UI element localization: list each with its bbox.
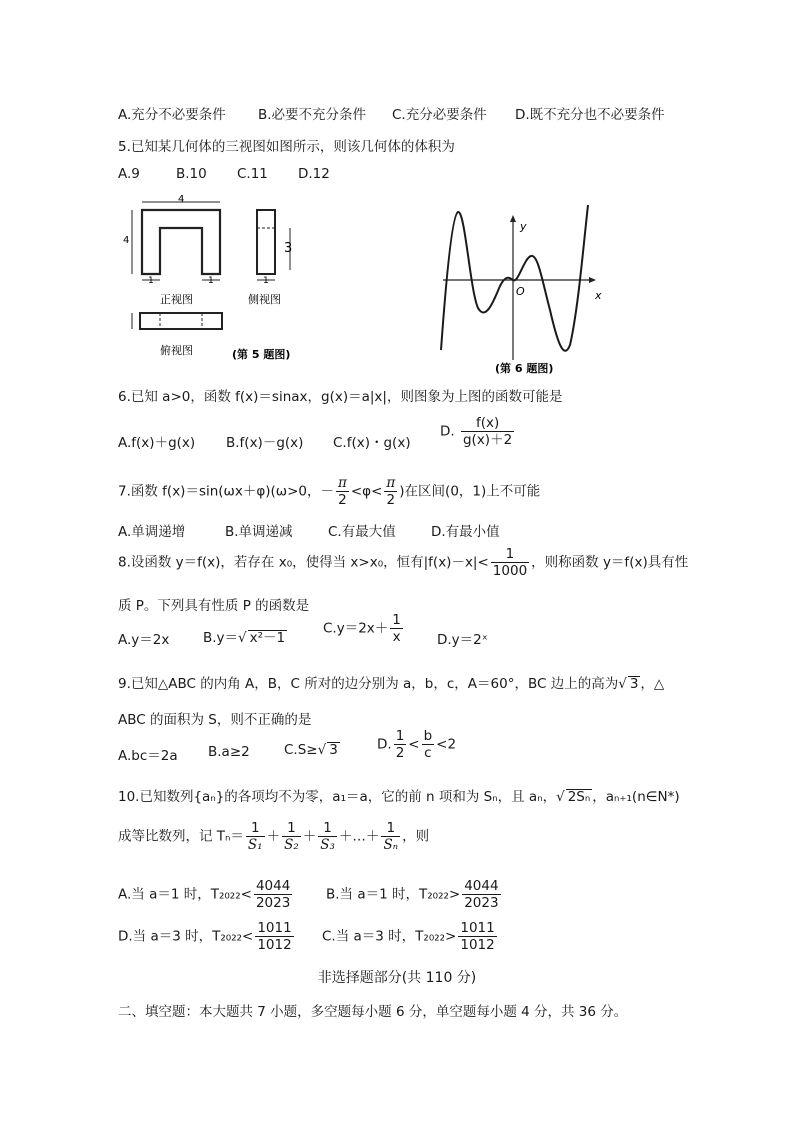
q10-a-fraction — [254, 878, 292, 911]
q8-c-prefix: C.y＝2x＋ — [323, 620, 389, 637]
q8-b-prefix: B.y＝ — [203, 630, 239, 646]
q10-b-den: 2023 — [464, 895, 499, 911]
q8-option-c — [323, 612, 405, 645]
q9-c-radicand: 3 — [329, 742, 338, 758]
q10-d-prefix: D.当 a＝3 时，T₂₀₂₂< — [118, 928, 254, 945]
q4-option-b: B.必要不充分条件 — [258, 107, 367, 123]
dim-label-top: 4 — [178, 194, 185, 205]
q10-option-b — [326, 878, 503, 911]
q7-option-c: C.有最大值 — [328, 524, 396, 540]
q7-mid: <φ< — [350, 483, 383, 500]
q10-term-2 — [282, 820, 301, 853]
q7-option-d: D.有最小值 — [431, 524, 500, 540]
q5-figure-caption: (第 5 题图) — [232, 348, 291, 361]
q7-stem-a: 7.函数 f(x)＝sin(ωx＋φ)(ω>0，－ — [118, 483, 334, 500]
top-view-label: 俯视图 — [160, 344, 193, 357]
q9-stem: 9.已知△ABC 的内角 A，B，C 所对的边分别为 a，b，c，A＝60°，BC 边上的高为√ 3 ，△ — [118, 676, 665, 692]
q6-graph-figure — [438, 200, 618, 380]
q7-frac-1-den: 2 — [338, 492, 347, 508]
q9-d-d1: 2 — [395, 745, 405, 761]
section-title: 非选择题部分(共 110 分) — [317, 970, 477, 986]
q7-frac-2-num: π — [386, 475, 396, 491]
q10-d-fraction — [255, 920, 293, 953]
q7-frac-1 — [336, 475, 349, 508]
q8-c-fraction — [390, 612, 403, 645]
q9-d-tail: <2 — [436, 736, 457, 753]
q6-d-numerator: f(x) — [461, 415, 514, 432]
q9-c-prefix: C.S≥ — [284, 742, 318, 758]
q6-d-prefix: D. — [440, 423, 455, 440]
q8-option-d: D.y＝2ˣ — [437, 632, 488, 648]
q10-dots: ＋…＋ — [338, 828, 380, 845]
function-curve — [441, 205, 588, 351]
q6-stem: 6.已知 a>0，函数 f(x)＝sinax，g(x)＝a|x|，则图象为上图的函数可能是 — [118, 389, 563, 405]
q7-option-b: B.单调递减 — [225, 524, 293, 540]
q10-b-num: 4044 — [464, 878, 499, 894]
top-view-shape — [140, 313, 222, 329]
q7-option-a: A.单调递增 — [118, 524, 186, 540]
dim-label-side-bottom: 1 — [263, 276, 269, 286]
q10-c-den: 1012 — [460, 937, 495, 953]
q8-stem-b: ，则称函数 y＝f(x)具有性 — [531, 554, 689, 571]
q5-stem: 5.已知某几何体的三视图如图所示，则该几何体的体积为 — [118, 139, 455, 155]
q10-d-den: 1012 — [257, 937, 292, 953]
front-view-label: 正视图 — [160, 293, 193, 306]
q9-d-prefix: D. — [377, 736, 392, 753]
q9-d-frac-1 — [394, 728, 407, 761]
q7-frac-2-den: 2 — [386, 492, 396, 508]
y-axis-label: y — [520, 220, 527, 233]
q9-option-d — [377, 728, 456, 761]
q9-d-d2: c — [424, 745, 432, 761]
q10-a-prefix: A.当 a＝1 时，T₂₀₂₂< — [118, 886, 252, 903]
section-part2-heading: 二、填空题：本大题共 7 小题，多空题每小题 6 分，单空题每小题 4 分，共 36 分。 — [118, 1004, 628, 1020]
q10-b-fraction — [462, 878, 500, 911]
q9-option-c: C.S≥√ 3 — [284, 742, 338, 758]
side-view-label: 侧视图 — [248, 293, 281, 306]
q7-frac-1-num: π — [338, 475, 347, 491]
dim-label-side: 3 — [284, 241, 293, 256]
q10-c-num: 1011 — [460, 920, 495, 936]
q8-stem-a: 8.设函数 y＝f(x)，若存在 x₀，使得当 x>x₀，恒有|f(x)－x|< — [118, 554, 489, 571]
q8-stem — [118, 546, 688, 579]
q10-term-1 — [246, 820, 265, 853]
q6-figure-caption: (第 6 题图) — [495, 362, 554, 375]
q6-option-d — [440, 415, 516, 448]
q9-d-frac-2 — [422, 728, 435, 761]
q10-term-3-den: S₃ — [320, 837, 335, 853]
q4-option-d: D.既不充分也不必要条件 — [515, 107, 665, 123]
q10-term-n — [381, 820, 400, 853]
q10-term-3-num: 1 — [318, 820, 337, 837]
q5-option-a: A.9 — [118, 166, 140, 182]
q7-stem-b: )在区间(0，1)上不可能 — [399, 483, 541, 500]
q10-term-n-num: 1 — [381, 820, 400, 837]
q8-frac-den: 1000 — [492, 563, 528, 579]
q10-plus-2: ＋ — [302, 828, 317, 845]
q8-stem-line2: 质 P。下列具有性质 P 的函数是 — [118, 598, 310, 614]
dim-label-bottom-right: 1 — [208, 276, 214, 286]
x-axis-label: x — [595, 289, 602, 302]
q9-d-lt: < — [408, 736, 420, 753]
q10-line2-b: ，则 — [402, 828, 430, 845]
q10-term-2-den: S₂ — [284, 837, 299, 853]
q10-d-num: 1011 — [257, 920, 292, 936]
q6-d-fraction — [461, 415, 514, 448]
dim-label-bottom-left: 1 — [148, 276, 154, 286]
q10-b-prefix: B.当 a＝1 时，T₂₀₂₂> — [326, 886, 461, 903]
y-axis-arrow — [510, 215, 516, 222]
dim-label-left: 4 — [123, 235, 130, 246]
q10-c-fraction — [458, 920, 496, 953]
front-view-shape — [142, 210, 220, 274]
q7-frac-2 — [384, 475, 397, 508]
q8-c-num: 1 — [392, 612, 401, 628]
q10-a-num: 4044 — [255, 878, 291, 894]
q4-option-c: C.充分必要条件 — [392, 107, 487, 123]
x-axis-arrow — [589, 277, 596, 283]
q6-option-a: A.f(x)＋g(x) — [118, 435, 196, 451]
q8-frac — [491, 546, 529, 579]
q10-plus-1: ＋ — [266, 828, 281, 845]
q6-option-b: B.f(x)－g(x) — [226, 435, 304, 451]
q8-option-a: A.y＝2x — [118, 632, 170, 648]
q10-term-1-den: S₁ — [247, 837, 263, 853]
q10-radicand: 2Sₙ — [567, 789, 591, 805]
q8-frac-num: 1 — [491, 546, 529, 563]
q9-option-b: B.a≥2 — [208, 744, 250, 760]
q10-c-prefix: C.当 a＝3 时，T₂₀₂₂> — [322, 928, 457, 945]
q5-option-b: B.10 — [176, 166, 207, 182]
q9-radicand: 3 — [629, 676, 639, 692]
q9-d-n1: 1 — [395, 728, 405, 744]
q10-term-1-num: 1 — [246, 820, 265, 837]
q10-option-d — [118, 920, 296, 953]
q9-option-a: A.bc＝2a — [118, 748, 178, 764]
q10-line2-a: 成等比数列，记 Tₙ＝ — [118, 828, 244, 845]
q7-stem — [118, 475, 540, 508]
q5-three-view-figure — [120, 190, 320, 370]
origin-label: O — [516, 285, 525, 298]
q10-option-c — [322, 920, 499, 953]
q6-option-c: C.f(x)・g(x) — [333, 435, 411, 451]
q5-option-c: C.11 — [237, 166, 268, 182]
q10-stem: 10.已知数列{aₙ}的各项均不为零，a₁＝a，它的前 n 项和为 Sₙ，且 aₙ，√ 2Sₙ ，aₙ₊₁(n∈N*) — [118, 789, 680, 805]
q10-term-2-num: 1 — [282, 820, 301, 837]
q10-term-3 — [318, 820, 337, 853]
q10-stem-a: 10.已知数列{aₙ}的各项均不为零，a₁＝a，它的前 n 项和为 Sₙ，且 aₙ， — [118, 789, 557, 805]
q8-c-den: x — [392, 629, 401, 645]
q9-stem-b: ，△ — [640, 676, 665, 692]
q8-option-b: B.y＝√ x²－1 — [203, 630, 286, 646]
q10-a-den: 2023 — [255, 895, 291, 911]
q9-stem-line2: ABC 的面积为 S，则不正确的是 — [118, 712, 312, 728]
q9-d-n2: b — [423, 728, 433, 744]
q10-stem-b: ，aₙ₊₁(n∈N*) — [592, 789, 680, 805]
q10-option-a — [118, 878, 294, 911]
q5-option-d: D.12 — [298, 166, 330, 182]
side-view-shape — [257, 210, 275, 274]
q6-d-denominator: g(x)＋2 — [462, 432, 513, 448]
q4-option-a: A.充分不必要条件 — [118, 107, 226, 123]
q9-stem-a: 9.已知△ABC 的内角 A，B，C 所对的边分别为 a，b，c，A＝60°，BC 边上的高为 — [118, 676, 619, 692]
q8-b-radicand: x²－1 — [249, 630, 286, 646]
q10-term-n-den: Sₙ — [383, 837, 399, 853]
q10-stem-line2 — [118, 820, 429, 853]
